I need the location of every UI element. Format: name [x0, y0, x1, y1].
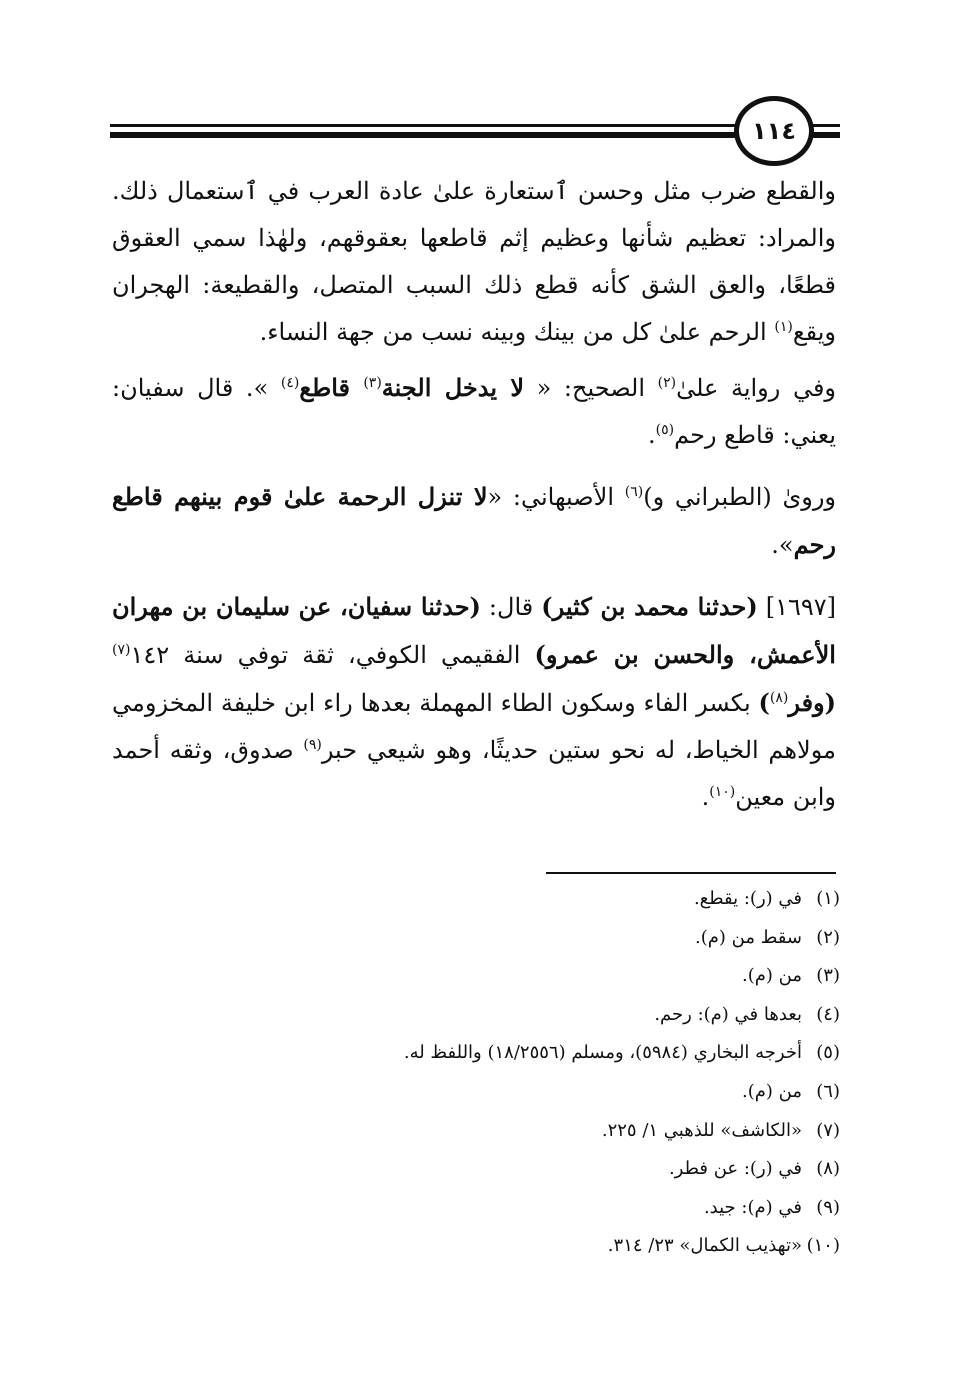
footnote-number: (١٠) [806, 1235, 840, 1257]
footnote-ref-9[interactable]: (٩) [303, 737, 322, 753]
footnote-number: (٣) [816, 965, 840, 987]
footnote-ref-1[interactable]: (١) [774, 319, 793, 335]
paragraph-2-text-a: وفي رواية علىٰ [676, 374, 837, 402]
header-rule-thin [110, 124, 750, 127]
paragraph-3-text-c: ». [771, 531, 794, 559]
paragraph-1-tail: الرحم علىٰ كل من بينك وبينه نسب من جهة النساء. [259, 318, 775, 346]
hadith-quote-2: لا تنزل الرحمة علىٰ قوم بينهم قاطع رحم [112, 482, 836, 559]
paragraph-3 [112, 473, 836, 569]
footnote-text: سقط من (م). [695, 926, 802, 948]
footnote-text: في (ر): عن فطر. [668, 1158, 802, 1180]
footnote-number: (٧) [816, 1119, 840, 1141]
isnad-3-close: ) [758, 688, 770, 717]
footnote-2 [200, 919, 840, 958]
footnote-4 [200, 996, 840, 1035]
footnote-10 [200, 1227, 840, 1266]
footnote-separator [546, 872, 836, 874]
footnote-ref-5[interactable]: (٥) [655, 422, 675, 438]
paragraph-1-text: والقطع ضرب مثل وحسن ٱستعارة علىٰ عادة العرب في ٱستعمال ذلك. والمراد: تعظيم شأنها وعظيم إثم قاطعها بعقوقهم، ولهٰذا سمي العقوق قطعًا، والعق الشق كأنه قطع ذلك السبب المتصل، والقطيعة: الهجران ويقع [112, 177, 837, 346]
page-header [110, 96, 850, 176]
footnote-number: (٢) [816, 926, 840, 948]
hadith-number: [١٦٩٧] [757, 593, 836, 621]
paragraph-3-text-b: الأصبهاني: « [487, 483, 625, 511]
footnote-ref-6[interactable]: (٦) [624, 484, 644, 500]
paragraph-3-text-a: ورویٰ (الطبراني و) [643, 483, 836, 511]
footnote-number: (١) [816, 888, 840, 909]
paragraph-2 [112, 364, 836, 459]
paragraph-4-text-b: قال: [480, 593, 542, 621]
footnote-number: (٥) [816, 1042, 840, 1064]
paragraph-4-text-g: . [701, 783, 710, 811]
main-text [112, 168, 836, 835]
page-number-badge [734, 96, 814, 166]
footnote-1 [200, 880, 840, 919]
hadith-quote-1: لا يدخل الجنة [381, 373, 525, 402]
footnote-text: في (م): جيد. [703, 1196, 802, 1218]
footnote-text: من (م). [742, 965, 802, 987]
footnote-ref-4[interactable]: (٤) [280, 375, 300, 391]
paragraph-1 [112, 168, 836, 356]
footnote-ref-8[interactable]: (٨) [769, 690, 789, 706]
footnote-text: «تهذيب الكمال» ٢٣/ ٣١٤. [607, 1235, 802, 1257]
footnote-number: (٤) [816, 1003, 840, 1025]
footnote-number: (٩) [816, 1196, 840, 1218]
footnote-6 [200, 1073, 840, 1112]
isnad-3: (وفر [788, 688, 836, 717]
header-rule-thick [110, 132, 750, 138]
footnote-ref-2[interactable]: (٢) [657, 375, 677, 391]
footnotes [200, 880, 840, 1266]
footnote-9 [200, 1189, 840, 1228]
footnote-ref-7[interactable]: (٧) [112, 642, 131, 658]
paragraph-4-text-c: الفقيمي الكوفي، ثقة توفي سنة ١٤٢ [130, 641, 535, 669]
paragraph-2-text-d: . [647, 421, 656, 449]
page-number: ١١٤ [752, 117, 796, 145]
paragraph-2-text-b: الصحيح: « [524, 374, 658, 402]
footnote-text: أخرجه البخاري (٥٩٨٤)، ومسلم (١٨/٢٥٥٦) واللفظ له. [403, 1042, 802, 1064]
footnote-ref-10[interactable]: (١٠) [709, 784, 736, 800]
paragraph-2-text-c: ». قال سفيان: يعني: قاطع رحم [112, 374, 836, 449]
footnote-text: بعدها في (م): رحم. [654, 1003, 802, 1025]
footnote-text: في (ر): يقطع. [693, 888, 802, 909]
footnote-7 [200, 1112, 840, 1151]
footnote-number: (٦) [816, 1080, 840, 1102]
footnote-number: (٨) [816, 1158, 840, 1180]
isnad-2: (حدثنا سفيان، عن سليمان بن مهران الأعمش، والحسن بن عمرو) [112, 592, 836, 669]
footnote-5 [200, 1034, 840, 1073]
footnote-text: من (م). [742, 1080, 802, 1102]
isnad-1: (حدثنا محمد بن كثير) [541, 592, 758, 621]
footnote-text: «الكاشف» للذهبي ١/ ٢٢٥. [601, 1119, 802, 1141]
paragraph-4 [112, 583, 836, 821]
footnote-3 [200, 957, 840, 996]
hadith-quote-1b: قاطع [299, 373, 364, 402]
footnote-8 [200, 1150, 840, 1189]
paragraph-4-text-e: بكسر الفاء وسكون الطاء المهملة بعدها راء ابن خليفة المخزومي مولاهم الخياط، له نحو ستين حديثًا، وهو شيعي حبر [112, 689, 837, 764]
footnote-ref-3[interactable]: (٣) [363, 375, 382, 391]
paragraph-4-text-f: صدوق، وثقه أحمد وابن معين [112, 736, 836, 811]
